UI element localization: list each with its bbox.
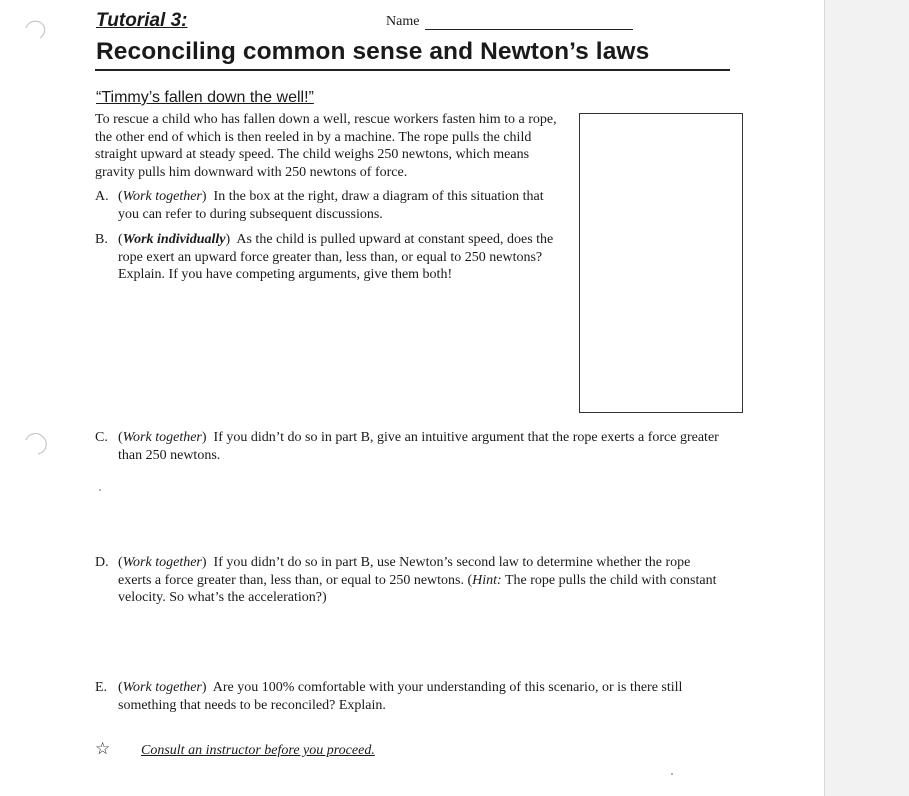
question-letter: D. — [95, 555, 109, 570]
question-mode: Work together — [122, 189, 202, 204]
tutorial-label: Tutorial 3: — [96, 10, 188, 31]
hint-label: Hint: — [472, 572, 502, 588]
question-letter: A. — [95, 189, 109, 204]
scroll-sidebar — [824, 0, 909, 796]
question-mode: Work together — [122, 680, 202, 695]
diagram-box[interactable] — [579, 113, 743, 413]
name-label: Name — [386, 14, 420, 29]
question-text: If you didn’t do so in part B, use Newton’s second law to determine whether the rope exerts a force greater than, less than, or equal to 250 newtons. ( — [118, 555, 691, 588]
star-icon: ☆ — [95, 739, 111, 759]
question-mode: Work individually — [122, 232, 226, 247]
question-letter: E. — [95, 680, 108, 695]
page-title: Reconciling common sense and Newton’s laws — [96, 38, 650, 65]
footer-instruction — [95, 739, 375, 759]
question-letter: B. — [95, 232, 108, 247]
question-a: A. (Work together) In the box at the right, draw a diagram of this situation that you can refer to during subsequent discussions. — [95, 189, 544, 222]
scan-speck — [671, 773, 673, 775]
scan-speck — [99, 489, 101, 491]
question-mode: Work together — [122, 555, 202, 570]
question-text: Are you 100% comfortable with your understanding of this scenario, or is there still something that needs to be reconciled? Explain. — [118, 680, 683, 713]
name-field — [386, 14, 633, 30]
question-e: E. (Work together) Are you 100% comfortable with your understanding of this scenario, or is there still something that needs to be reconciled? Explain. — [95, 680, 683, 713]
question-text: In the box at the right, draw a diagram of this situation that you can refer to during subsequent discussions. — [118, 189, 544, 222]
question-text: As the child is pulled upward at constant speed, does the rope exert an upward force greater than, less than, or equal to 250 newtons? Explain. If you have competing arguments, give them both! — [118, 232, 554, 282]
question-mode: Work together — [122, 430, 202, 445]
punch-hole-icon — [22, 16, 48, 42]
consult-instructor-text: Consult an instructor before you proceed. — [141, 743, 375, 758]
question-text: If you didn’t do so in part B, give an intuitive argument that the rope exerts a force greater than 250 newtons. — [118, 430, 719, 463]
question-b: B. (Work individually) As the child is pulled upward at constant speed, does the rope exert an upward force greater than, less than, or equal to 250 newtons? Explain. If you have competing arguments, give them both! — [95, 232, 554, 282]
question-letter: C. — [95, 430, 108, 445]
question-c: C. (Work together) If you didn’t do so in part B, give an intuitive argument that the rope exerts a force greater than 250 newtons. — [95, 430, 719, 463]
punch-hole-icon — [22, 430, 48, 456]
question-text-cont: The rope pulls the child with constant velocity. So what’s the acceleration?) — [118, 572, 717, 605]
title-divider — [95, 69, 730, 71]
intro-paragraph: To rescue a child who has fallen down a well, rescue workers fasten him to a rope, the other end of which is then reeled in by a machine. The rope pulls the child straight upward at steady speed. The child weighs 250 newtons, which means gravity pulls him downward with 250 newtons of force. — [95, 112, 557, 180]
question-d: D. (Work together) If you didn’t do so in part B, use Newton’s second law to determine whether the rope exerts a force greater than, less than, or equal to 250 newtons. (Hint: The rope pulls the child with constant velocity. So what’s the acceleration?) — [95, 555, 717, 605]
section-heading: “Timmy’s fallen down the well!” — [96, 89, 314, 106]
name-blank-line[interactable] — [425, 15, 633, 30]
